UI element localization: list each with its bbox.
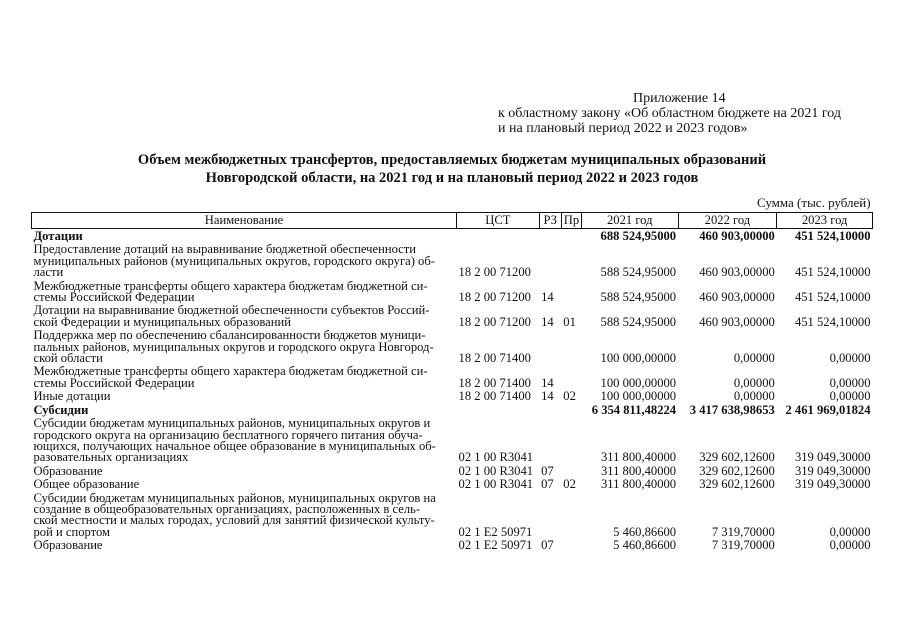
row-pr (561, 328, 581, 364)
row-name-cell (32, 477, 457, 490)
row-pr (561, 364, 581, 389)
row-value-2022: 0,00000 (733, 389, 775, 404)
row-value-2021: 6 354 811,48224 (591, 402, 677, 417)
row-pr (561, 416, 581, 464)
row-value-2023: 319 049,30000 (794, 450, 871, 465)
row-cst: 18 2 00 71400 (458, 351, 531, 366)
row-name-cell (32, 403, 457, 416)
row-pr: 02 (563, 389, 576, 404)
table-row (32, 389, 873, 402)
row-pr (561, 464, 581, 477)
table-row (32, 491, 873, 539)
row-name-line: стемы Российской Федерации (33, 290, 195, 305)
row-pr (561, 279, 581, 304)
row-name-line: Общее образование (33, 477, 140, 492)
row-name-line: Субсидии (33, 402, 89, 417)
row-name-line: ской области (33, 351, 103, 366)
row-value-2021: 588 524,95000 (600, 265, 677, 280)
row-pr (561, 403, 581, 416)
row-name-cell (32, 279, 457, 304)
row-cst: 18 2 00 71400 (458, 389, 531, 404)
row-pr: 01 (563, 314, 576, 329)
row-cst (457, 403, 540, 416)
row-value-2022: 0,00000 (733, 351, 775, 366)
row-rz: 07 (541, 477, 554, 492)
row-value-2021: 588 524,95000 (600, 314, 677, 329)
row-name-cell (32, 416, 457, 464)
transfers-table (31, 212, 873, 552)
row-value-2022: 329 602,12600 (699, 477, 775, 492)
row-value-2021: 100 000,00000 (600, 351, 677, 366)
row-name-cell (32, 389, 457, 402)
row-value-2022: 460 903,00000 (699, 290, 775, 305)
row-value-2023: 451 524,10000 (794, 229, 871, 243)
title-line-2: Новгородской области, на 2021 год и на плановый период 2022 и 2023 годов (205, 170, 699, 186)
row-value-2023: 0,00000 (829, 524, 871, 539)
row-name-line: стемы Российской Федерации (33, 375, 195, 390)
row-name-line: Образование (33, 538, 103, 553)
row-value-2022: 329 602,12600 (699, 450, 775, 465)
row-value-2023: 0,00000 (829, 389, 871, 404)
row-rz: 14 (541, 389, 554, 404)
row-name-line: Межбюджетные трансферты общего характера бюджетам бюджетной си- (33, 278, 428, 293)
header-2022: 2022 год (678, 213, 777, 229)
row-value-2023: 319 049,30000 (794, 477, 871, 492)
row-value-2021: 100 000,00000 (600, 375, 677, 390)
row-name-line: создание в общеобразовательных организациях, расположенных в сель- (33, 501, 421, 516)
table-row (32, 464, 873, 477)
row-rz (539, 491, 561, 539)
row-name-cell (32, 364, 457, 389)
row-name-line: Предоставление дотаций на выравнивание бюджетной обеспеченности (33, 242, 417, 257)
row-value-2021: 100 000,00000 (600, 389, 677, 404)
table-header-row (32, 213, 873, 229)
row-cst (457, 229, 540, 243)
header-2023: 2023 год (777, 213, 873, 229)
row-value-2023: 2 461 969,01824 (785, 402, 871, 417)
table-row (32, 279, 873, 304)
row-value-2021: 311 800,40000 (600, 463, 677, 478)
table-row (32, 229, 873, 243)
row-name-line: муниципальных районов (муниципальных округов, городского округа) об- (33, 253, 435, 268)
row-name-line: Поддержка мер по обеспечению сбалансированности бюджетов муници- (33, 328, 426, 343)
row-name-cell (32, 229, 457, 243)
table-row (32, 403, 873, 416)
row-value-2021: 311 800,40000 (600, 450, 677, 465)
header-name: Наименование (32, 213, 457, 229)
table-row (32, 303, 873, 328)
row-cst: 02 1 00 R3041 (458, 477, 534, 492)
document-title (0, 151, 904, 187)
row-value-2023: 319 049,30000 (794, 463, 871, 478)
header-cst: ЦСТ (457, 213, 540, 229)
row-cst: 18 2 00 71200 (458, 265, 531, 280)
row-value-2021: 688 524,95000 (600, 229, 677, 243)
row-cst: 02 1 E2 50971 (458, 524, 533, 539)
row-name-line: Дотации (33, 229, 83, 243)
row-rz (539, 229, 561, 243)
row-name-line: Субсидии бюджетам муниципальных районов, муниципальных округов и (33, 416, 431, 431)
row-value-2023: 0,00000 (829, 538, 871, 553)
units-note: Сумма (тыс. рублей) (757, 195, 871, 210)
row-value-2022: 0,00000 (733, 375, 775, 390)
row-value-2023: 451 524,10000 (794, 290, 871, 305)
row-rz (539, 328, 561, 364)
row-name-cell (32, 538, 457, 551)
row-rz: 14 (541, 290, 554, 305)
row-cst: 02 1 E2 50971 (458, 538, 533, 553)
row-value-2023: 451 524,10000 (794, 314, 871, 329)
row-pr (561, 229, 581, 243)
row-name-cell (32, 303, 457, 328)
row-value-2021: 311 800,40000 (600, 477, 677, 492)
title-line-1: Объем межбюджетных трансфертов, предоставляемых бюджетам муниципальных образований (137, 152, 767, 168)
table-row (32, 242, 873, 278)
header-pr: Пр (561, 213, 581, 229)
row-name-cell (32, 464, 457, 477)
row-name-line: ласти (33, 265, 64, 280)
row-value-2023: 451 524,10000 (794, 265, 871, 280)
table-row (32, 538, 873, 551)
row-pr (561, 491, 581, 539)
row-value-2022: 460 903,00000 (699, 265, 775, 280)
row-value-2023: 0,00000 (829, 375, 871, 390)
row-cst: 02 1 00 R3041 (458, 450, 534, 465)
appendix-law-ref: к областному закону «Об областном бюджете на 2021 год (498, 106, 841, 121)
row-name-line: Дотации на выравнивание бюджетной обеспеченности субъектов Россий- (33, 303, 430, 318)
row-name-cell (32, 242, 457, 278)
appendix-number: Приложение 14 (633, 91, 726, 106)
row-name-line: ющихся, получающих начальное общее образование в муниципальных об- (33, 438, 436, 453)
table-row (32, 364, 873, 389)
row-rz: 07 (541, 538, 554, 553)
row-cst: 02 1 00 R3041 (458, 463, 534, 478)
row-rz (539, 403, 561, 416)
row-rz (539, 416, 561, 464)
row-value-2021: 588 524,95000 (600, 290, 677, 305)
row-name-line: пальных районов, муниципальных округов и городского округа Новгород- (33, 339, 434, 354)
row-value-2021: 5 460,86600 (613, 538, 677, 553)
table-row (32, 477, 873, 490)
row-pr: 02 (563, 477, 576, 492)
row-rz (539, 242, 561, 278)
row-name-line: ской местности и малых городах, условий для занятий физической культу- (33, 513, 435, 528)
row-name-line: Образование (33, 463, 103, 478)
row-value-2022: 460 903,00000 (699, 314, 775, 329)
row-value-2022: 329 602,12600 (699, 463, 775, 478)
row-value-2022: 3 417 638,98653 (689, 402, 775, 417)
row-rz: 07 (541, 463, 554, 478)
row-name-line: рой и спортом (33, 524, 110, 539)
header-rz: РЗ (539, 213, 561, 229)
table-body (32, 229, 873, 552)
row-value-2022: 7 319,70000 (711, 524, 775, 539)
row-name-line: Субсидии бюджетам муниципальных районов, муниципальных округов на (33, 490, 436, 505)
row-cst: 18 2 00 71400 (458, 375, 531, 390)
row-pr (561, 242, 581, 278)
appendix-block (498, 91, 841, 136)
row-value-2022: 460 903,00000 (699, 229, 775, 243)
row-value-2022: 7 319,70000 (711, 538, 775, 553)
table-row (32, 328, 873, 364)
table-row (32, 416, 873, 464)
appendix-period: и на плановый период 2022 и 2023 годов» (498, 121, 748, 136)
row-rz: 14 (541, 314, 554, 329)
row-name-line: разовательных организациях (33, 450, 189, 465)
row-rz: 14 (541, 375, 554, 390)
row-cst: 18 2 00 71200 (458, 314, 531, 329)
row-pr (561, 538, 581, 551)
header-2021: 2021 год (581, 213, 678, 229)
row-name-line: ской Федерации и муниципальных образований (33, 314, 291, 329)
row-name-line: Межбюджетные трансферты общего характера бюджетам бюджетной си- (33, 364, 428, 379)
row-name-line: Иные дотации (33, 389, 111, 404)
row-name-cell (32, 491, 457, 539)
row-name-cell (32, 328, 457, 364)
row-name-line: городского округа на организацию бесплатного горячего питания обуча- (33, 427, 423, 442)
row-value-2023: 0,00000 (829, 351, 871, 366)
row-value-2021: 5 460,86600 (613, 524, 677, 539)
row-cst: 18 2 00 71200 (458, 290, 531, 305)
